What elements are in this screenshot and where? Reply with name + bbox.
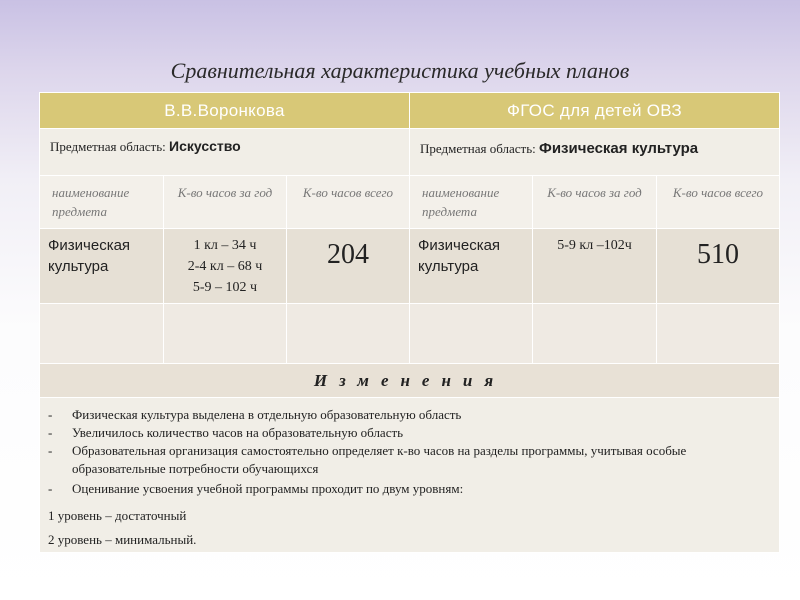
empty-cell bbox=[287, 304, 410, 364]
right-subject-area bbox=[410, 129, 780, 176]
left-subject-area bbox=[40, 129, 410, 176]
changes-notes bbox=[40, 398, 780, 553]
col-header-name: наименование предмета bbox=[40, 176, 164, 229]
empty-cell bbox=[657, 304, 780, 364]
list-item: - Физическая культура выделена в отдельную образовательную область bbox=[48, 407, 462, 422]
col-header-total: К-во часов всего bbox=[287, 176, 410, 229]
left-header: В.В.Воронкова bbox=[40, 93, 410, 129]
hours-line: 1 кл – 34 ч bbox=[193, 238, 257, 253]
col-header-year: К-во часов за год bbox=[533, 176, 657, 229]
col-header-total: К-во часов всего bbox=[657, 176, 780, 229]
level-1: 1 уровень – достаточный bbox=[48, 508, 187, 523]
empty-cell bbox=[410, 304, 533, 364]
list-item: - Образовательная организация самостоятельно определяет к-во часов на разделы программы, учитывая особые образовательные потребности обучающихся bbox=[48, 443, 687, 476]
empty-cell bbox=[533, 304, 657, 364]
changes-list bbox=[40, 398, 779, 498]
page-title: Сравнительная характеристика учебных планов bbox=[170, 58, 630, 83]
level-2: 2 уровень – минимальный. bbox=[48, 532, 197, 547]
hours-line: 5-9 – 102 ч bbox=[192, 280, 258, 295]
col-header-year: К-во часов за год bbox=[164, 176, 287, 229]
hours-line: 2-4 кл – 68 ч bbox=[187, 259, 263, 274]
col-header-name: наименование предмета bbox=[410, 176, 533, 229]
left-subject-cell: Физическая культура bbox=[40, 229, 164, 304]
area-label: Предметная область: bbox=[420, 141, 536, 156]
list-item: - Оценивание усвоения учебной программы проходит по двум уровням: bbox=[48, 481, 464, 496]
empty-cell bbox=[40, 304, 164, 364]
right-header: ФГОС для детей ОВЗ bbox=[410, 93, 780, 129]
empty-cell bbox=[164, 304, 287, 364]
changes-heading: Изменения bbox=[40, 364, 780, 398]
left-hours-cell bbox=[164, 229, 287, 304]
comparison-table bbox=[39, 92, 780, 553]
right-subject-cell: Физическая культура bbox=[410, 229, 533, 304]
area-value: Физическая культура bbox=[539, 140, 699, 157]
list-item: - Увеличилось количество часов на образовательную область bbox=[48, 425, 404, 440]
area-value: Искусство bbox=[169, 138, 241, 154]
left-total-cell: 204 bbox=[287, 229, 410, 304]
area-label: Предметная область: bbox=[50, 139, 166, 154]
right-total-cell: 510 bbox=[657, 229, 780, 304]
right-hours-cell: 5-9 кл –102ч bbox=[533, 229, 657, 304]
